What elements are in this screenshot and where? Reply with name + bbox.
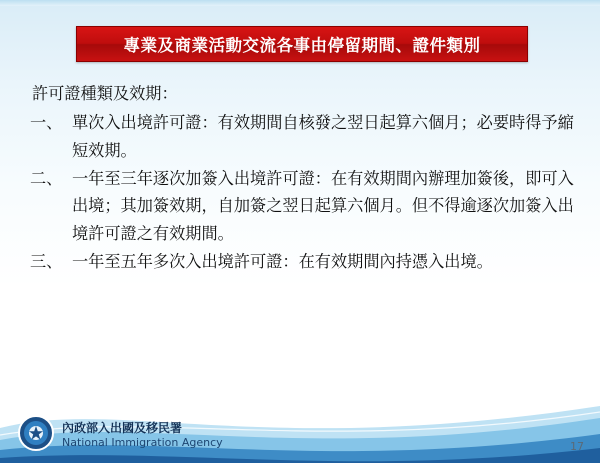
list-item (30, 109, 578, 165)
slide-title-banner (76, 26, 528, 62)
list-item-text: 一年至三年逐次加簽入出境許可證：在有效期間內辦理加簽後，即可入出境；其加簽效期，自加簽之翌日起算六個月。但不得逾逐次加簽入出境許可證之有效期間。 (72, 168, 574, 244)
list-item-number: 二、 (30, 168, 63, 188)
list-item (30, 248, 578, 276)
org-name-cn: 內政部入出國及移民署 (62, 421, 183, 436)
agency-emblem-icon (16, 413, 56, 453)
slide-top-edge (0, 0, 600, 6)
list-item-text: 一年至五年多次入出境許可證：在有效期間內持憑入出境。 (72, 252, 493, 272)
lead-text: 許可證種類及效期： (32, 84, 178, 103)
list-item-text: 單次入出境許可證：有效期間自核發之翌日起算六個月；必要時得予縮短效期。 (72, 112, 574, 160)
list-item-number: 一、 (30, 112, 63, 132)
footer-organization (62, 421, 223, 449)
org-name-en: National Immigration Agency (62, 435, 223, 449)
slide-body (30, 80, 578, 276)
list-item (30, 165, 578, 249)
list-item-number: 三、 (30, 252, 63, 272)
page-number: 17 (570, 440, 584, 453)
page-title: 專業及商業活動交流各事由停留期間、證件類別 (123, 36, 481, 55)
